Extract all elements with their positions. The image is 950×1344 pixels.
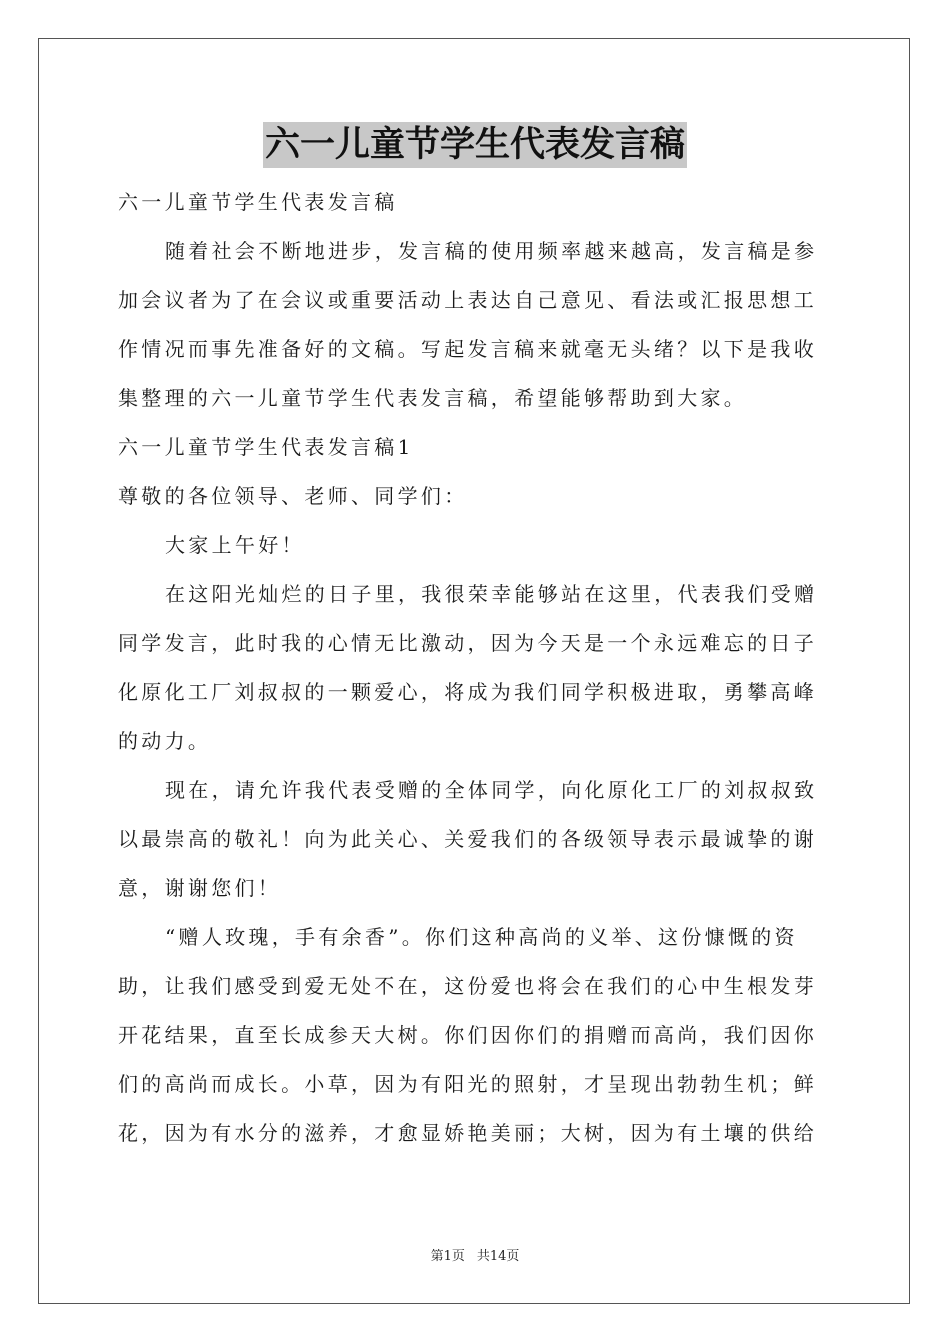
page-footer: [0, 1248, 950, 1266]
text-line: 化原化工厂刘叔叔的一颗爱心，将成为我们同学积极进取，勇攀高峰: [118, 680, 817, 704]
text-line: 助，让我们感受到爱无处不在，这份爱也将会在我们的心中生根发芽: [118, 974, 817, 998]
text-line: 尊敬的各位领导、老师、同学们：: [118, 484, 468, 508]
document-title: 六一儿童节学生代表发言稿: [263, 122, 687, 168]
text-line: 大家上午好！: [165, 533, 305, 557]
text-line: 六一儿童节学生代表发言稿1: [118, 435, 414, 459]
page-number: 第1页: [430, 1249, 465, 1264]
text-line: 以最崇高的敬礼！向为此关心、关爱我们的各级领导表示最诚挚的谢: [118, 827, 817, 851]
text-line: 在这阳光灿烂的日子里，我很荣幸能够站在这里，代表我们受赠: [165, 582, 818, 606]
document-body: [118, 178, 834, 1158]
text-line: “赠人玫瑰，手有余香”。你们这种高尚的义举、这份慷慨的资: [165, 925, 798, 949]
text-line: 开花结果，直至长成参天大树。你们因你们的捐赠而高尚，我们因你: [118, 1023, 817, 1047]
text-line: 集整理的六一儿童节学生代表发言稿，希望能够帮助到大家。: [118, 386, 748, 410]
text-line: 的动力。: [118, 729, 212, 753]
text-line: 意，谢谢您们！: [118, 876, 282, 900]
text-line: 六一儿童节学生代表发言稿: [118, 190, 398, 214]
title-area: [0, 122, 950, 168]
text-line: 随着社会不断地进步，发言稿的使用频率越来越高，发言稿是参: [165, 239, 818, 263]
text-line: 作情况而事先准备好的文稿。写起发言稿来就毫无头绪？以下是我收: [118, 337, 817, 361]
text-line: 同学发言，此时我的心情无比激动，因为今天是一个永远难忘的日子: [118, 631, 817, 655]
text-line: 现在，请允许我代表受赠的全体同学，向化原化工厂的刘叔叔致: [165, 778, 818, 802]
page-total: 共14页: [476, 1249, 520, 1264]
text-line: 加会议者为了在会议或重要活动上表达自己意见、看法或汇报思想工: [118, 288, 817, 312]
text-line: 花，因为有水分的滋养，才愈显娇艳美丽；大树，因为有土壤的供给: [118, 1121, 817, 1145]
text-line: 们的高尚而成长。小草，因为有阳光的照射，才呈现出勃勃生机；鲜: [118, 1072, 817, 1096]
